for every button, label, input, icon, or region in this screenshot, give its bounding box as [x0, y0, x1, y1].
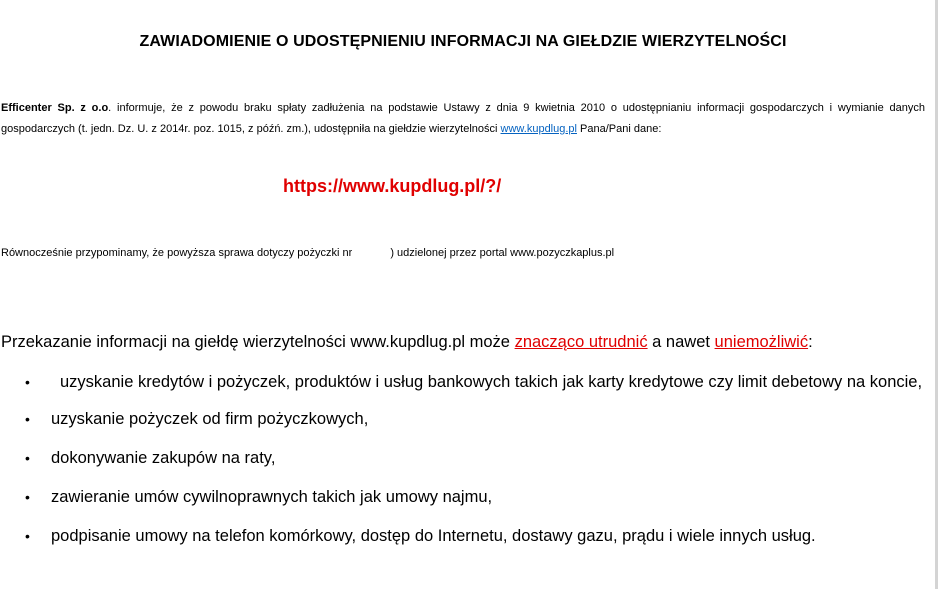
list-item — [0, 524, 926, 549]
list-item — [0, 446, 926, 471]
bullet-icon: • — [25, 528, 30, 544]
list-item-text: zawieranie umów cywilnoprawnych takich jak umowy najmu, — [51, 488, 493, 506]
reminder-paragraph — [1, 244, 614, 259]
company-name: Efficenter Sp. z o.o — [1, 102, 109, 114]
emphasis-prevent: uniemożliwić — [714, 333, 809, 351]
list-item — [0, 407, 926, 432]
intro-paragraph — [1, 98, 925, 140]
intro-text-after-link: Pana/Pani dane: — [576, 123, 662, 135]
transfer-text-after: : — [808, 333, 813, 351]
reminder-text-before: Równocześnie przypominamy, że powyższa sprawa dotyczy pożyczki nr — [1, 247, 353, 259]
emphasis-significantly-hinder: znacząco utrudnić — [514, 333, 648, 351]
transfer-text-before: Przekazanie informacji na giełdę wierzytelności www.kupdlug.pl może — [1, 333, 515, 351]
redacted-loan-number — [352, 244, 390, 256]
list-item — [0, 370, 926, 395]
intro-text-before-link: . informuje, że z powodu braku spłaty zadłużenia na podstawie Ustawy z dnia 9 kwietnia 2010 o udostępnianiu informacji gospodarczych i wymianie danych gospodarczych (t. jedn. Dz. U. z 2014r. poz. 1015, z późń. zm.), udostępniła na giełdzie wierzytelności — [1, 102, 925, 135]
bullet-icon: • — [25, 374, 30, 390]
bullet-icon: • — [25, 411, 30, 427]
list-item-text: uzyskanie kredytów i pożyczek, produktów i usług bankowych takich jak karty kredytowe czy limit debetowy na koncie, — [60, 373, 923, 391]
kupdlug-link[interactable]: www.kupdlug.pl — [500, 123, 577, 135]
list-item-text: dokonywanie zakupów na raty, — [51, 449, 276, 467]
debt-exchange-url: https://www.kupdlug.pl/?/ — [283, 176, 502, 196]
bullet-icon: • — [25, 450, 30, 466]
document-title: ZAWIADOMIENIE O UDOSTĘPNIENIU INFORMACJI NA GIEŁDZIE WIERZYTELNOŚCI — [139, 33, 787, 50]
list-item — [0, 485, 926, 510]
list-item-text: uzyskanie pożyczek od firm pożyczkowych, — [51, 410, 369, 428]
transfer-paragraph — [1, 333, 813, 352]
reminder-redacted-tail: ) — [390, 247, 394, 259]
transfer-text-middle: a nawet — [647, 333, 715, 351]
list-item-text: podpisanie umowy na telefon komórkowy, dostęp do Internetu, dostawy gazu, prądu i wiele innych usług. — [51, 527, 816, 545]
bullet-icon: • — [25, 489, 30, 505]
consequences-list — [0, 370, 926, 563]
reminder-text-after: udzielonej przez portal www.pozyczkaplus.pl — [394, 247, 615, 259]
